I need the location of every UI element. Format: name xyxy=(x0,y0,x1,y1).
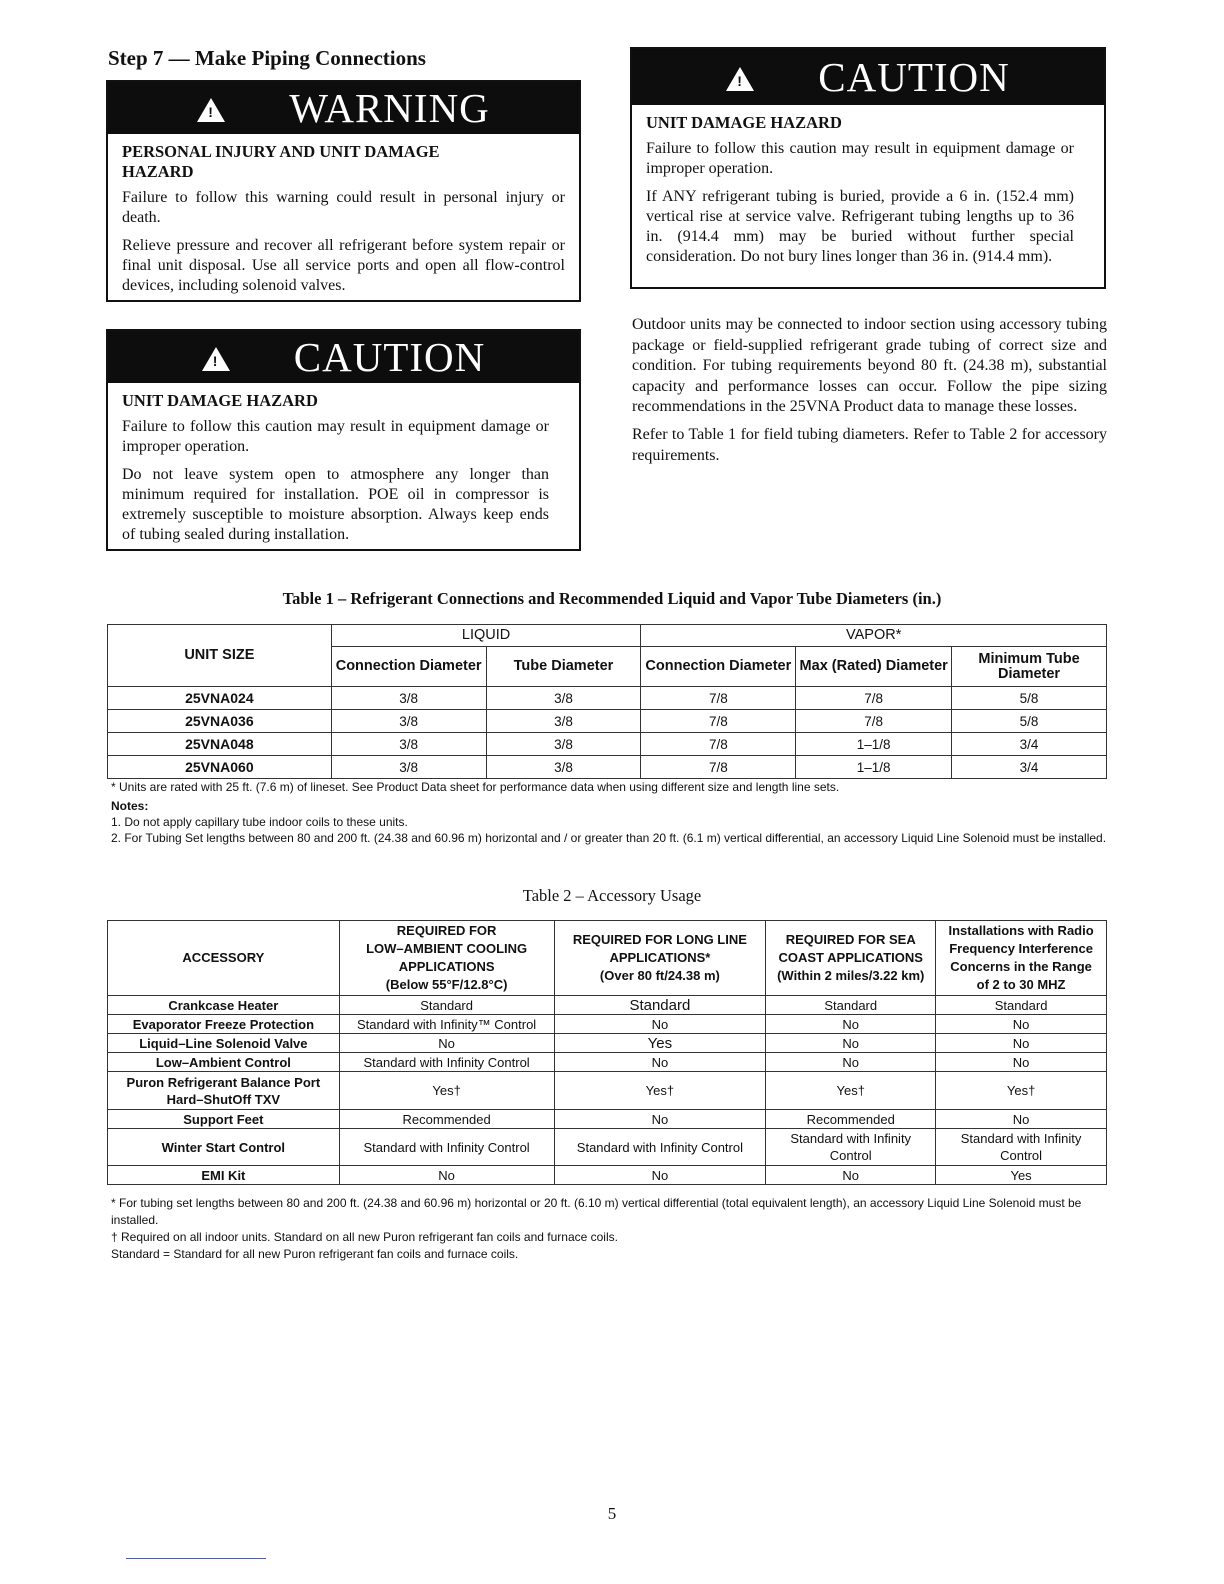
table2-cell: No xyxy=(554,1110,766,1129)
table2-footnote-1: * For tubing set lengths between 80 and 200 ft. (24.38 and 60.96 m) horizontal or 20 ft. (6.10 m) vertical differential (total equivalent length), an accessory Liquid Line Solenoid must be installed. xyxy=(111,1196,1082,1227)
table2-cell: Standard xyxy=(339,996,554,1015)
table2-cell: EMI Kit xyxy=(108,1166,340,1185)
table1-cell: 7/8 xyxy=(641,687,796,710)
table2-cell: Yes† xyxy=(554,1072,766,1110)
table2-cell: Recommended xyxy=(339,1110,554,1129)
table1-cell: 25VNA036 xyxy=(108,710,332,733)
header-line: of 2 to 30 MHZ xyxy=(976,977,1066,992)
table1-cell: 3/8 xyxy=(331,710,486,733)
warning-box xyxy=(106,80,581,302)
table-row xyxy=(108,710,1107,733)
table2-cell: Standard with Infinity Control xyxy=(554,1129,766,1166)
table1-header-unit-size: UNIT SIZE xyxy=(108,625,332,687)
caution-triangle-icon xyxy=(202,347,230,371)
table1-cell: 5/8 xyxy=(952,710,1107,733)
table1-cell: 3/4 xyxy=(952,756,1107,779)
table2-footnote-3: Standard = Standard for all new Puron refrigerant fan coils and furnace coils. xyxy=(111,1247,519,1261)
table2-cell: No xyxy=(554,1053,766,1072)
table1-footnote: * Units are rated with 25 ft. (7.6 m) of lineset. See Product Data sheet for performance data when using different size and length line sets. xyxy=(111,780,840,794)
table2-header-low-ambient xyxy=(339,921,554,996)
caution-heading-left: UNIT DAMAGE HAZARD xyxy=(122,391,318,410)
header-line: (Within 2 miles/3.22 km) xyxy=(777,968,925,983)
table2-cell: Support Feet xyxy=(108,1110,340,1129)
table2-cell: No xyxy=(339,1166,554,1185)
table1-note-2: 2. For Tubing Set lengths between 80 and 200 ft. (24.38 and 60.96 m) horizontal and / or greater than 20 ft. (6.1 m) vertical differential, an accessory Liquid Line Solenoid must be installed. xyxy=(111,831,1107,845)
table-row xyxy=(108,1015,1107,1034)
table1-header-vapor-min: Minimum Tube Diameter xyxy=(952,647,1107,687)
intro-paragraph-2: Refer to Table 1 for field tubing diameters. Refer to Table 2 for accessory requirements. xyxy=(632,425,1107,464)
header-line: REQUIRED FOR SEA xyxy=(785,932,916,947)
table1-cell: 3/8 xyxy=(486,710,641,733)
table2-caption-text: Table 2 – Accessory Usage xyxy=(522,886,702,905)
table2-cell: No xyxy=(339,1034,554,1053)
table2-cell: Standard with Infinity Control xyxy=(766,1129,936,1166)
header-line: (Over 80 ft/24.38 m) xyxy=(599,968,720,983)
table2-cell: Winter Start Control xyxy=(108,1129,340,1166)
table2-cell: Standard xyxy=(766,996,936,1015)
table2-cell: Crankcase Heater xyxy=(108,996,340,1015)
header-line: APPLICATIONS xyxy=(398,959,495,974)
table1-header-vapor-max: Max (Rated) Diameter xyxy=(796,647,952,687)
warning-signal-word: WARNING xyxy=(289,85,490,131)
table2-cell: No xyxy=(554,1015,766,1034)
caution-left-text-1: Failure to follow this caution may result in equipment damage or improper operation. xyxy=(122,418,549,455)
table1-cell: 3/8 xyxy=(486,756,641,779)
header-line: Concerns in the Range xyxy=(950,959,1092,974)
header-line: APPLICATIONS* xyxy=(609,950,711,965)
table1-cell: 25VNA060 xyxy=(108,756,332,779)
table2-cell: Yes xyxy=(936,1166,1107,1185)
header-line: (Below 55°F/12.8°C) xyxy=(385,977,508,992)
table2-header-sea-coast xyxy=(766,921,936,996)
table2-cell: No xyxy=(936,1034,1107,1053)
table2-caption xyxy=(0,886,1224,906)
table-row xyxy=(108,1129,1107,1166)
page-number: 5 xyxy=(607,1504,617,1523)
table2-cell: Standard with Infinity™ Control xyxy=(339,1015,554,1034)
section-title: Step 7 — Make Piping Connections xyxy=(108,46,426,70)
header-line: Frequency Interference xyxy=(949,941,1093,956)
table1-cell: 1–1/8 xyxy=(796,733,952,756)
table2-cell: No xyxy=(936,1053,1107,1072)
table1-header-liquid-connection: Connection Diameter xyxy=(331,647,486,687)
caution-right-text-1: Failure to follow this caution may result in equipment damage or improper operation. xyxy=(646,140,1074,177)
header-line: REQUIRED FOR LONG LINE xyxy=(572,932,747,947)
table1-cell: 7/8 xyxy=(641,756,796,779)
caution-banner-left xyxy=(108,331,579,383)
table1-cell: 25VNA024 xyxy=(108,687,332,710)
table-row xyxy=(108,1166,1107,1185)
table1-cell: 7/8 xyxy=(796,710,952,733)
table-row xyxy=(108,1053,1107,1072)
table1-header-vapor-connection: Connection Diameter xyxy=(641,647,796,687)
table1-caption: Table 1 – Refrigerant Connections and Recommended Liquid and Vapor Tube Diameters (in.) xyxy=(282,589,942,608)
notes-label: Notes: xyxy=(111,799,149,813)
table2-cell: No xyxy=(766,1053,936,1072)
caution-triangle-icon xyxy=(726,67,754,91)
table1-cell: 3/8 xyxy=(331,733,486,756)
table1-cell: 3/8 xyxy=(331,756,486,779)
warning-text-2: Relieve pressure and recover all refrigerant before system repair or final unit disposal. Use all service ports and open all flow-control devices, including solenoid valves. xyxy=(122,237,565,294)
caution-signal-word-right: CAUTION xyxy=(818,54,1010,100)
table2-cell: Evaporator Freeze Protection xyxy=(108,1015,340,1034)
table2-cell: No xyxy=(766,1015,936,1034)
caution-box-left xyxy=(106,329,581,551)
table-row xyxy=(108,756,1107,779)
table1-notes xyxy=(111,779,1111,846)
table2-cell: Standard with Infinity Control xyxy=(339,1129,554,1166)
table1-header-vapor: VAPOR* xyxy=(641,625,1107,647)
table1-header-liquid: LIQUID xyxy=(331,625,641,647)
caution-right-text-2: If ANY refrigerant tubing is buried, provide a 6 in. (152.4 mm) vertical rise at service valve. Refrigerant tubing lengths up to 36 in. (914.4 mm) may be buried without further special consideration. Do not bury lines longer than 36 in. (914.4 mm). xyxy=(646,188,1074,265)
warning-text-1: Failure to follow this warning could result in personal injury or death. xyxy=(122,189,565,226)
intro-text xyxy=(632,315,1107,473)
table2-cell: Standard xyxy=(936,996,1107,1015)
table2-footnote-2: † Required on all indoor units. Standard on all new Puron refrigerant fan coils and furnace coils. xyxy=(111,1230,618,1244)
table1-cell: 7/8 xyxy=(641,710,796,733)
table2-cell: Yes xyxy=(554,1034,766,1053)
table2-cell: Puron Refrigerant Balance Port Hard–ShutOff TXV xyxy=(108,1072,340,1110)
warning-triangle-icon xyxy=(197,98,225,122)
table-row xyxy=(108,1110,1107,1129)
header-line: REQUIRED FOR xyxy=(396,923,497,938)
intro-paragraph-1: Outdoor units may be connected to indoor section using accessory tubing package or field-supplied refrigerant grade tubing of correct size and condition. For tubing requirements beyond 80 ft. (24.38 m), substantial capacity and performance losses can occur. Follow the pipe sizing recommendations in the 25VNA Product data to manage these losses. xyxy=(632,316,1107,416)
table1-cell: 3/8 xyxy=(486,733,641,756)
table2-cell: No xyxy=(766,1166,936,1185)
table-row xyxy=(108,1034,1107,1053)
warning-banner xyxy=(108,82,579,134)
table1 xyxy=(107,624,1107,779)
table-row xyxy=(108,996,1107,1015)
table2-header-accessory: ACCESSORY xyxy=(108,921,340,996)
caution-left-text-2: Do not leave system open to atmosphere any longer than minimum required for installation. POE oil in compressor is extremely susceptible to moisture absorption. Always keep ends of tubing sealed during installation. xyxy=(122,466,549,543)
caution-box-right xyxy=(630,47,1106,289)
table2-cell: Yes† xyxy=(936,1072,1107,1110)
table2-cell: No xyxy=(936,1110,1107,1129)
caution-heading-right: UNIT DAMAGE HAZARD xyxy=(646,113,842,132)
table1-cell: 3/8 xyxy=(486,687,641,710)
table2-cell: No xyxy=(936,1015,1107,1034)
table1-cell: 3/4 xyxy=(952,733,1107,756)
table2 xyxy=(107,920,1107,1185)
table2-header-radio xyxy=(936,921,1107,996)
table1-cell: 3/8 xyxy=(331,687,486,710)
table1-cell: 7/8 xyxy=(641,733,796,756)
table2-cell: Standard with Infinity Control xyxy=(936,1129,1107,1166)
header-line: LOW–AMBIENT COOLING xyxy=(366,941,528,956)
table2-cell: Standard with Infinity Control xyxy=(339,1053,554,1072)
table-row xyxy=(108,1072,1107,1110)
caution-signal-word-left: CAUTION xyxy=(293,334,486,380)
table2-cell: Standard xyxy=(554,996,766,1015)
table1-cell: 1–1/8 xyxy=(796,756,952,779)
header-line: COAST APPLICATIONS xyxy=(778,950,923,965)
footer-link-underline xyxy=(126,1558,266,1559)
table2-cell: No xyxy=(766,1034,936,1053)
table2-footnotes xyxy=(111,1195,1111,1263)
table-row xyxy=(108,733,1107,756)
table-row xyxy=(108,687,1107,710)
table1-cell: 25VNA048 xyxy=(108,733,332,756)
table2-cell: Yes† xyxy=(339,1072,554,1110)
table2-header-long-line xyxy=(554,921,766,996)
table1-header-liquid-tube: Tube Diameter xyxy=(486,647,641,687)
table1-note-1: 1. Do not apply capillary tube indoor coils to these units. xyxy=(111,815,408,829)
table2-cell: No xyxy=(554,1166,766,1185)
table2-cell: Low–Ambient Control xyxy=(108,1053,340,1072)
warning-heading: PERSONAL INJURY AND UNIT DAMAGE HAZARD xyxy=(122,142,440,181)
table2-cell: Recommended xyxy=(766,1110,936,1129)
caution-banner-right xyxy=(632,49,1104,105)
table1-cell: 7/8 xyxy=(796,687,952,710)
header-line: Installations with Radio xyxy=(948,923,1094,938)
table2-cell: Yes† xyxy=(766,1072,936,1110)
table1-cell: 5/8 xyxy=(952,687,1107,710)
table2-cell: Liquid–Line Solenoid Valve xyxy=(108,1034,340,1053)
